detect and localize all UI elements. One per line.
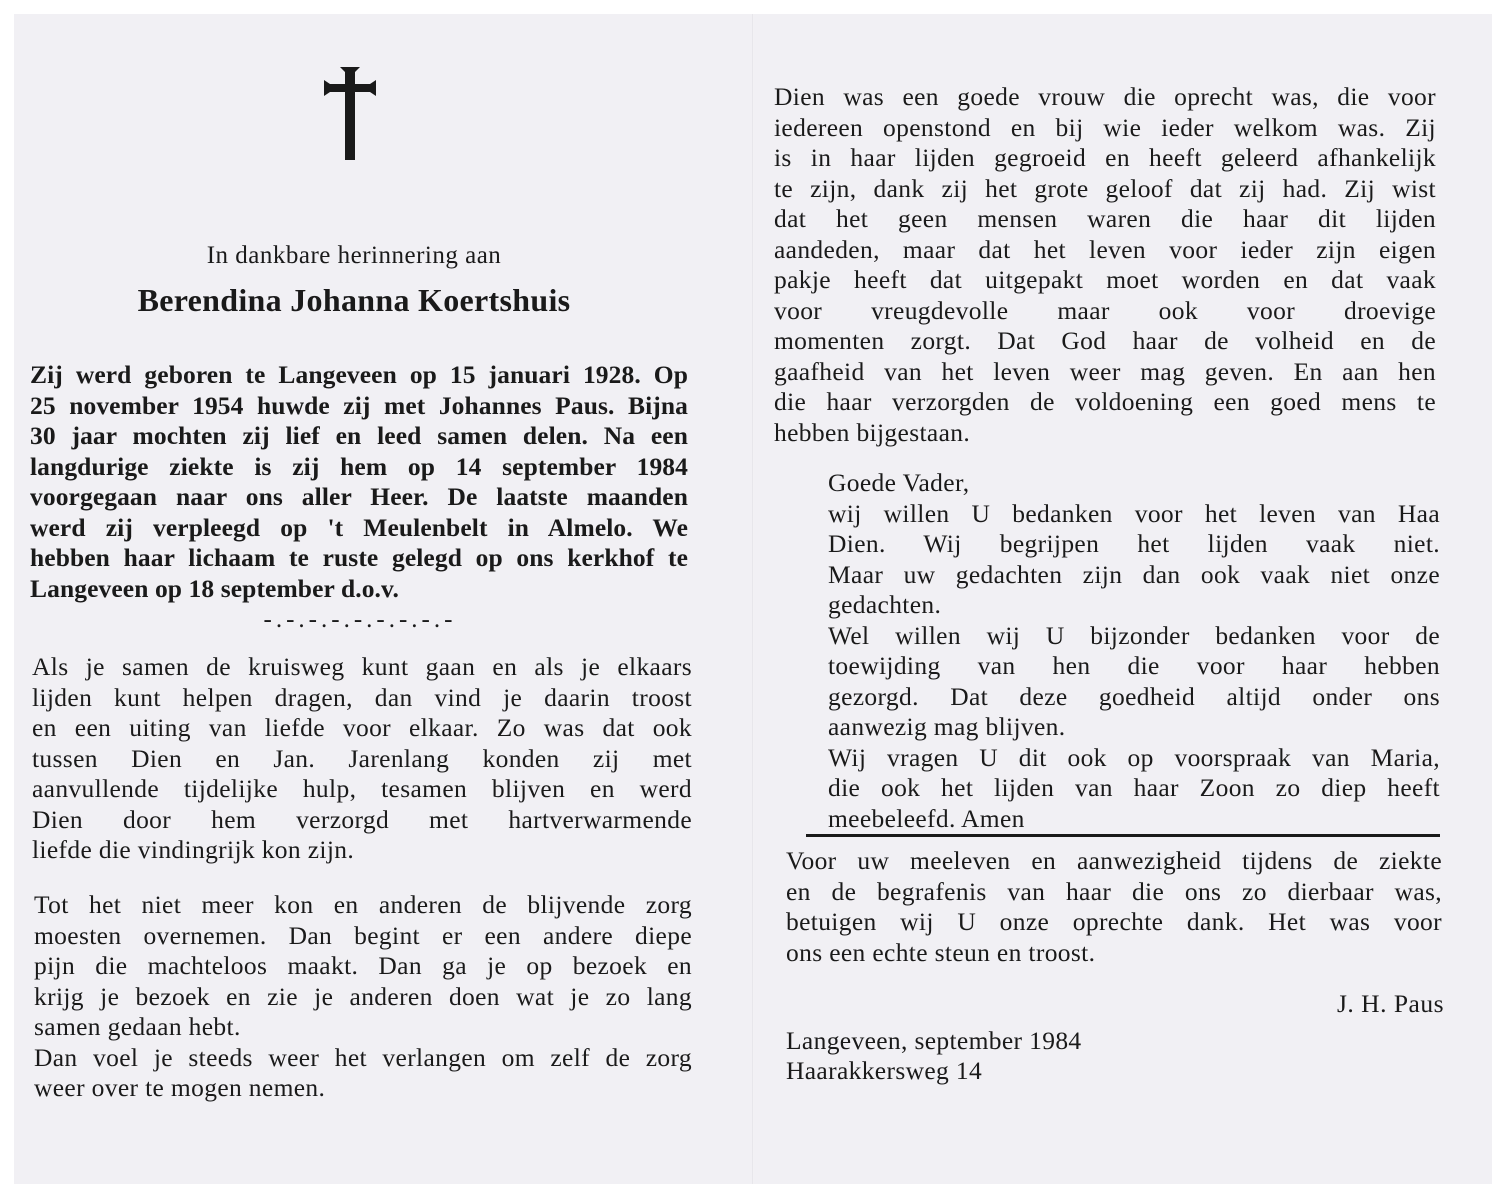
biography-line: Langeveen op 18 september d.o.v. xyxy=(30,573,399,603)
reflection-line: lijden kunt helpen dragen, dan vind je daarin troost xyxy=(32,682,692,712)
reflection-line: samen gedaan hebt. xyxy=(34,1012,241,1041)
prayer-line: Dien. Wij begrijpen het lijden vaak niet. xyxy=(828,529,1440,558)
prayer-line: gezorgd. Dat deze goedheid altijd onder ons xyxy=(828,681,1440,711)
tribute-line: voor vreugdevolle maar ook voor droevige xyxy=(774,295,1436,325)
reflection-line: tussen Dien en Jan. Jarenlang konden zij met xyxy=(32,743,692,773)
reflection-line: krijg je bezoek en zie je anderen doen wat je zo lang xyxy=(34,981,692,1011)
thanks-line: ons een echte steun en troost. xyxy=(786,937,1096,967)
tribute-line: Dien was een goede vrouw die oprecht was, die voor xyxy=(774,82,1436,111)
reflection-line: weer over te mogen nemen. xyxy=(34,1073,326,1102)
tribute-line: dat het geen mensen waren die haar dit lijden xyxy=(774,204,1436,233)
thanks-line: Voor uw meeleven en aanwezigheid tijdens de ziekte xyxy=(786,846,1442,875)
biography-line: 25 november 1954 huwde zij met Johannes Paus. Bijna xyxy=(30,390,688,420)
reflection-line: moesten overnemen. Dan begint er een andere diepe xyxy=(34,920,692,950)
biography-line: 30 jaar mochten zij lief en leed samen delen. Na een xyxy=(30,421,688,450)
tribute-line: is in haar lijden gegroeid en heeft geleerd afhankelijk xyxy=(774,143,1436,172)
prayer-line: Wel willen wij U bijzonder bedanken voor de xyxy=(828,620,1440,650)
cross-icon xyxy=(320,66,380,162)
place-date: Langeveen, september 1984 xyxy=(786,1026,1082,1055)
reflection-line: Dan voel je steeds weer het verlangen om zelf de zorg xyxy=(34,1042,692,1072)
reflection-line: Als je samen de kruisweg kunt gaan en als je elkaars xyxy=(32,652,692,681)
address: Haarakkersweg 14 xyxy=(786,1056,983,1085)
biography-line: voorgegaan naar ons aller Heer. De laatste maanden xyxy=(30,482,688,511)
prayer-line: gedachten. xyxy=(828,590,942,619)
reflection-line: aanvullende tijdelijke hulp, tesamen blijven en werd xyxy=(32,774,692,803)
prayer-line: meebeleefd. Amen xyxy=(828,803,1025,833)
reflection-line: Dien door hem verzorgd met hartverwarmende xyxy=(32,804,692,834)
biography-line: Zij werd geboren te Langeveen op 15 januari 1928. Op xyxy=(30,360,688,389)
prayer-line: die ook het lijden van haar Zoon zo diep heeft xyxy=(828,773,1440,802)
prayer-line: toewijding van hen die voor haar hebben xyxy=(828,651,1440,680)
tribute-line: die haar verzorgden de voldoening een goed mens te xyxy=(774,387,1436,416)
prayer-line: Wij vragen U dit ook op voorspraak van Maria, xyxy=(828,742,1440,772)
tribute-line: aandeden, maar dat het leven voor ieder zijn eigen xyxy=(774,234,1436,264)
tribute-line: te zijn, dank zij het grote geloof dat zij had. Zij wist xyxy=(774,173,1436,203)
dotted-divider: -.-.-.-.-.-.-.-.- xyxy=(263,606,457,633)
thanks-line: betuigen wij U onze oprechte dank. Het was voor xyxy=(786,907,1442,936)
right-panel xyxy=(754,14,1492,1184)
prayer-line: Maar uw gedachten zijn dan ook vaak niet onze xyxy=(828,559,1440,589)
tribute-line: gaafheid van het leven weer mag geven. En aan hen xyxy=(774,356,1436,386)
tribute-line: pakje heeft dat uitgepakt moet worden en dat vaak xyxy=(774,265,1436,294)
prayer-line: Goede Vader, xyxy=(828,468,970,497)
thanks-line: en de begrafenis van haar die ons zo dierbaar was, xyxy=(786,876,1442,906)
intro-text: In dankbare herinnering aan xyxy=(206,242,502,269)
biography-line: langdurige ziekte is zij hem op 14 september 1984 xyxy=(30,451,688,481)
biography-line: hebben haar lichaam te ruste gelegd op ons kerkhof te xyxy=(30,543,688,572)
reflection-line: Tot het niet meer kon en anderen de blijvende zorg xyxy=(34,890,692,919)
memorial-card xyxy=(14,14,1492,1184)
prayer-line: wij willen U bedanken voor het leven van Haa xyxy=(828,498,1440,528)
deceased-name: Berendina Johanna Koertshuis xyxy=(137,282,571,318)
tribute-line: iedereen openstond en bij wie ieder welkom was. Zij xyxy=(774,112,1436,142)
signature: J. H. Paus xyxy=(1336,989,1444,1018)
reflection-line: en een uiting van liefde voor elkaar. Zo was dat ook xyxy=(32,713,692,742)
reflection-line: liefde die vindingrijk kon zijn. xyxy=(32,835,355,864)
reflection-line: pijn die machteloos maakt. Dan ga je op bezoek en xyxy=(34,951,692,980)
tribute-line: hebben bijgestaan. xyxy=(774,417,971,447)
tribute-line: momenten zorgt. Dat God haar de volheid en de xyxy=(774,326,1436,355)
left-panel xyxy=(14,14,752,1184)
biography-line: werd zij verpleegd op 't Meulenbelt in Almelo. We xyxy=(30,512,688,542)
prayer-line: aanwezig mag blijven. xyxy=(828,712,1066,741)
separator-rule xyxy=(806,834,1440,837)
